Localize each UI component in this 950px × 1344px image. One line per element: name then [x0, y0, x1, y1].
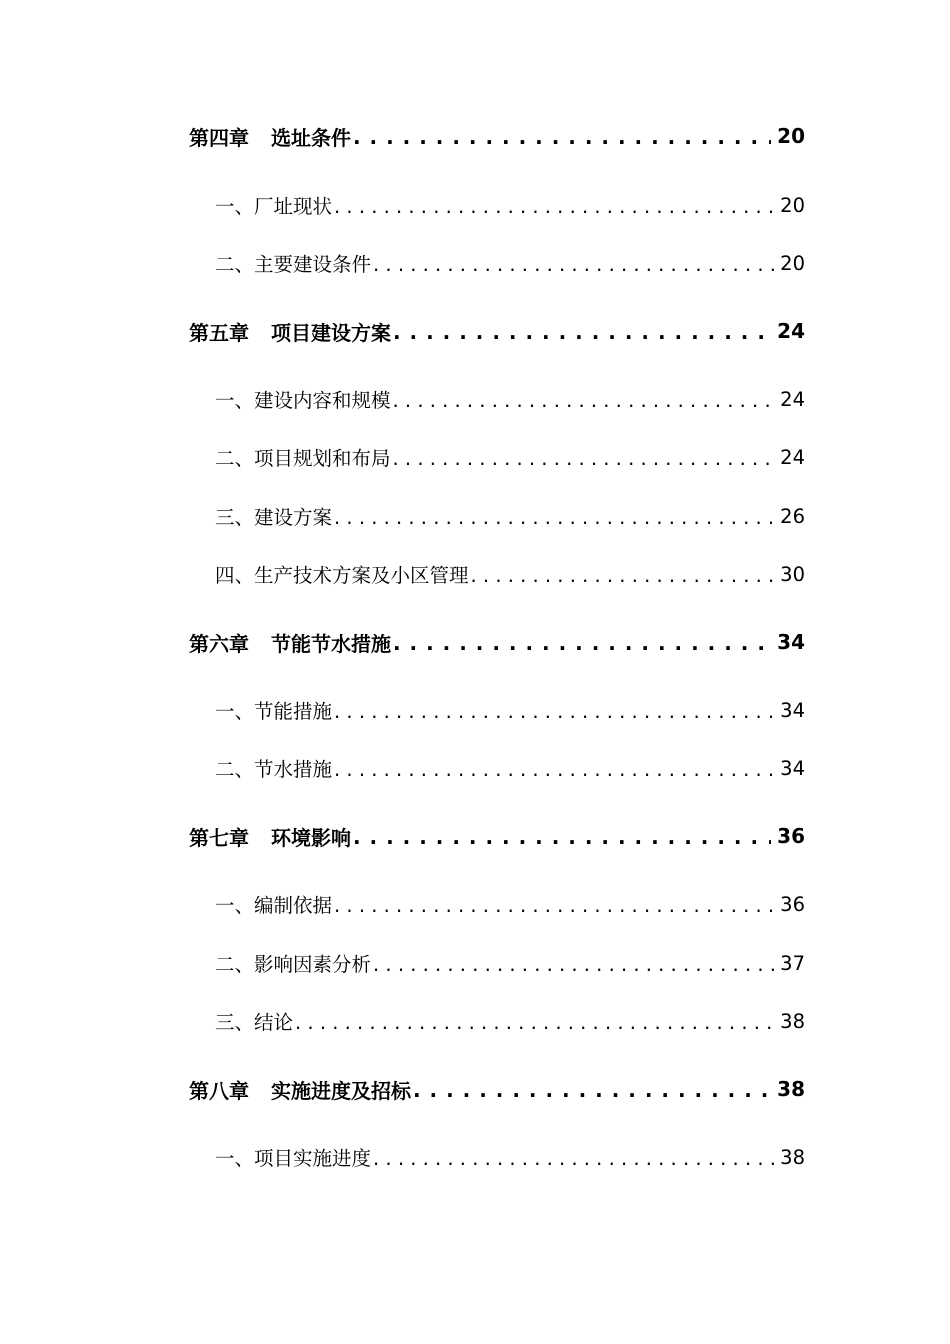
toc-entry-section[interactable]: [0, 499, 950, 533]
toc-entry-title: 建设方案: [254, 506, 333, 529]
toc-entry-title: 实施进度及招标: [271, 1078, 411, 1103]
toc-dot-leader: [393, 447, 775, 470]
toc-entry-section[interactable]: [0, 188, 950, 222]
toc-dot-leader: [295, 1011, 774, 1034]
toc-entry-section[interactable]: [0, 557, 950, 591]
toc-entry-label: [215, 502, 332, 530]
toc-entry-chapter-6[interactable]: [0, 625, 950, 659]
toc-entry-title: 项目建设方案: [271, 320, 391, 345]
toc-entry-number: 二、: [215, 253, 255, 276]
toc-entry-section[interactable]: [0, 751, 950, 785]
toc-entry-label: [215, 1143, 371, 1171]
toc-entry-section[interactable]: [0, 440, 950, 474]
toc-page-number: 36: [777, 824, 805, 848]
toc-entry-number: 三、: [215, 506, 255, 529]
toc-dot-leader: [413, 1078, 771, 1102]
toc-entry-number: 二、: [215, 447, 255, 470]
toc-entry-section[interactable]: [0, 382, 950, 416]
toc-page-number: 38: [780, 1145, 805, 1169]
toc-entry-number: 一、: [215, 389, 255, 412]
toc-entry-number: 二、: [215, 758, 255, 781]
toc-entry-section[interactable]: [0, 946, 950, 980]
toc-page-number: 30: [780, 562, 805, 586]
toc-entry-number: 第六章: [189, 631, 249, 656]
toc-entry-label: [215, 249, 371, 277]
toc-page-number: 24: [780, 445, 805, 469]
toc-entry-number: 第八章: [189, 1078, 249, 1103]
toc-entry-label: [215, 385, 391, 413]
toc-dot-leader: [393, 320, 771, 344]
toc-dot-leader: [373, 1147, 774, 1170]
toc-page-number: 20: [777, 124, 805, 148]
toc-page-number: 38: [777, 1077, 805, 1101]
toc-entry-title: 建设内容和规模: [254, 389, 391, 412]
toc-page-number: 24: [780, 387, 805, 411]
toc-entry-chapter-5[interactable]: [0, 314, 950, 348]
toc-dot-leader: [334, 758, 774, 781]
toc-entry-title: 生产技术方案及小区管理: [254, 564, 469, 587]
toc-dot-leader: [393, 389, 775, 412]
toc-entry-number: 四、: [215, 564, 255, 587]
toc-entry-label: [189, 1075, 411, 1104]
toc-page-number: 37: [780, 951, 805, 975]
toc-dot-leader: [334, 894, 774, 917]
toc-entry-number: 一、: [215, 1147, 255, 1170]
toc-entry-title: 厂址现状: [254, 195, 333, 218]
toc-page-number: 38: [780, 1009, 805, 1033]
toc-entry-title: 影响因素分析: [254, 953, 372, 976]
toc-page-number: 36: [780, 892, 805, 916]
toc-entry-label: [215, 443, 391, 471]
toc-entry-number: 一、: [215, 700, 255, 723]
toc-entry-chapter-4[interactable]: [0, 119, 950, 153]
toc-entry-number: 第五章: [189, 320, 249, 345]
toc-entry-title: 项目实施进度: [254, 1147, 372, 1170]
toc-entry-label: [189, 317, 391, 346]
toc-entry-number: 第四章: [189, 125, 249, 150]
toc-entry-title: 主要建设条件: [254, 253, 372, 276]
toc-entry-number: 第七章: [189, 825, 249, 850]
toc-entry-label: [189, 822, 351, 851]
toc-entry-title: 编制依据: [254, 894, 333, 917]
toc-entry-section[interactable]: [0, 1004, 950, 1038]
toc-entry-title: 节能措施: [254, 700, 333, 723]
toc-dot-leader: [353, 125, 771, 149]
toc-entry-label: [215, 949, 371, 977]
toc-dot-leader: [373, 953, 774, 976]
toc-entry-label: [189, 122, 351, 151]
toc-entry-number: 一、: [215, 894, 255, 917]
toc-entry-label: [215, 560, 469, 588]
toc-entry-title: 选址条件: [271, 125, 351, 150]
toc-entry-section[interactable]: [0, 887, 950, 921]
toc-entry-label: [215, 696, 332, 724]
toc-entry-section[interactable]: [0, 246, 950, 280]
toc-page-number: 24: [777, 319, 805, 343]
toc-dot-leader: [353, 825, 771, 849]
toc-page-number: 34: [780, 698, 805, 722]
toc-dot-leader: [334, 700, 774, 723]
toc-entry-number: 二、: [215, 953, 255, 976]
toc-entry-chapter-7[interactable]: [0, 819, 950, 853]
toc-entry-title: 节能节水措施: [271, 631, 391, 656]
toc-page-number: 34: [780, 756, 805, 780]
toc-entry-title: 环境影响: [271, 825, 351, 850]
toc-dot-leader: [373, 253, 774, 276]
toc-page-number: 26: [780, 504, 805, 528]
toc-entry-title: 结论: [254, 1011, 294, 1034]
toc-entry-label: [215, 890, 332, 918]
toc-entry-chapter-8[interactable]: [0, 1072, 950, 1106]
toc-entry-label: [215, 1007, 293, 1035]
toc-entry-number: 一、: [215, 195, 255, 218]
toc-entry-section[interactable]: [0, 1140, 950, 1174]
toc-dot-leader: [471, 564, 775, 587]
toc-dot-leader: [334, 506, 774, 529]
toc-entry-label: [215, 191, 332, 219]
toc-entry-title: 项目规划和布局: [254, 447, 391, 470]
toc-page-number: 20: [780, 251, 805, 275]
toc-page-number: 20: [780, 193, 805, 217]
toc-dot-leader: [334, 195, 774, 218]
toc-entry-label: [215, 754, 332, 782]
toc-page-number: 34: [777, 630, 805, 654]
toc-entry-number: 三、: [215, 1011, 255, 1034]
toc-dot-leader: [393, 631, 771, 655]
toc-entry-section[interactable]: [0, 693, 950, 727]
toc-entry-label: [189, 628, 391, 657]
toc-entry-title: 节水措施: [254, 758, 333, 781]
